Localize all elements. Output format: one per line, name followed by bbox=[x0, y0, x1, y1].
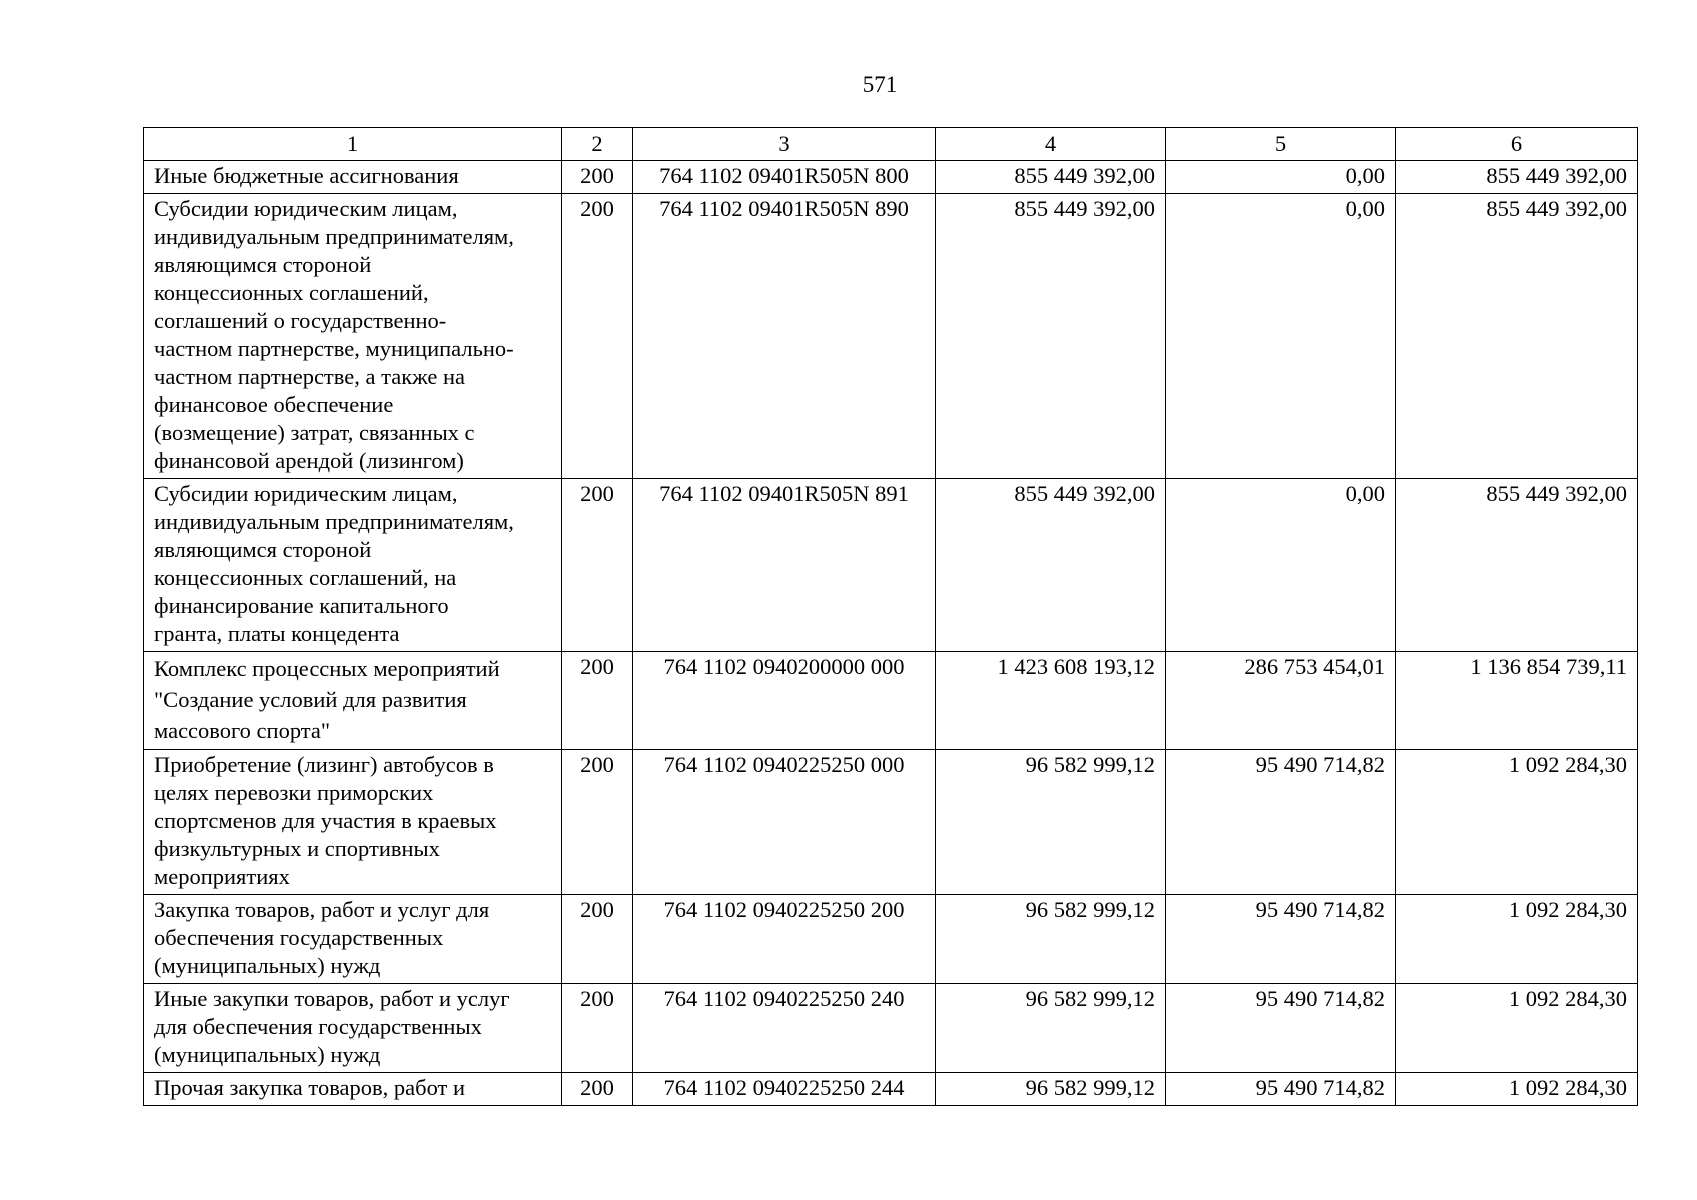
column-header-6: 6 bbox=[1396, 128, 1638, 161]
row-name-cell bbox=[144, 161, 562, 194]
budget-table bbox=[143, 127, 1638, 1106]
column-header-5: 5 bbox=[1166, 128, 1396, 161]
row-name-cell bbox=[144, 984, 562, 1073]
row-col4-cell: 96 582 999,12 bbox=[936, 895, 1166, 984]
row-col6-cell: 1 092 284,30 bbox=[1396, 984, 1638, 1073]
page-number: 571 bbox=[862, 72, 898, 97]
table-body bbox=[144, 161, 1638, 1106]
table-row bbox=[144, 895, 1638, 984]
row-name: Иные закупки товаров, работ и услуг для обеспечения государственных (муниципальных) нужд bbox=[154, 986, 510, 1067]
row-col5-cell: 0,00 bbox=[1166, 194, 1396, 479]
row-col5-cell: 95 490 714,82 bbox=[1166, 984, 1396, 1073]
row-name-cell bbox=[144, 479, 562, 652]
row-col4-cell: 96 582 999,12 bbox=[936, 1073, 1166, 1106]
row-code-cell: 764 1102 09401R505N 800 bbox=[633, 161, 936, 194]
row-col6-cell: 855 449 392,00 bbox=[1396, 479, 1638, 652]
row-col5-cell: 95 490 714,82 bbox=[1166, 1073, 1396, 1106]
row-name-cell bbox=[144, 194, 562, 479]
row-col4-cell: 855 449 392,00 bbox=[936, 194, 1166, 479]
row-name: Иные бюджетные ассигнования bbox=[154, 163, 459, 188]
table-row bbox=[144, 194, 1638, 479]
row-col2-cell: 200 bbox=[562, 1073, 633, 1106]
row-col6-cell: 1 092 284,30 bbox=[1396, 895, 1638, 984]
row-code-cell: 764 1102 0940225250 200 bbox=[633, 895, 936, 984]
row-col2-cell: 200 bbox=[562, 984, 633, 1073]
row-col5-cell: 95 490 714,82 bbox=[1166, 750, 1396, 895]
row-col2-cell: 200 bbox=[562, 652, 633, 750]
row-name: Комплекс процессных мероприятий "Создание условий для развития массового спорта" bbox=[154, 656, 500, 743]
table-row bbox=[144, 479, 1638, 652]
row-col6-cell: 855 449 392,00 bbox=[1396, 161, 1638, 194]
row-name-cell bbox=[144, 895, 562, 984]
row-name-cell bbox=[144, 750, 562, 895]
column-header-4: 4 bbox=[936, 128, 1166, 161]
table-row bbox=[144, 652, 1638, 750]
row-name: Приобретение (лизинг) автобусов в целях перевозки приморских спортсменов для участия в краевых физкультурных и спортивных мероприятиях bbox=[154, 752, 497, 889]
table-row bbox=[144, 984, 1638, 1073]
row-col2-cell: 200 bbox=[562, 161, 633, 194]
row-code-cell: 764 1102 0940225250 240 bbox=[633, 984, 936, 1073]
row-col5-cell: 0,00 bbox=[1166, 161, 1396, 194]
column-header-2: 2 bbox=[562, 128, 633, 161]
row-col6-cell: 1 092 284,30 bbox=[1396, 750, 1638, 895]
row-name: Субсидии юридическим лицам, индивидуальным предпринимателям, являющимся стороной концессионных соглашений, на финансирование капитального гранта, платы концедента bbox=[154, 481, 514, 646]
row-col4-cell: 96 582 999,12 bbox=[936, 984, 1166, 1073]
row-name: Прочая закупка товаров, работ и bbox=[154, 1075, 466, 1100]
row-col2-cell: 200 bbox=[562, 479, 633, 652]
row-code-cell: 764 1102 09401R505N 891 bbox=[633, 479, 936, 652]
table-row bbox=[144, 1073, 1638, 1106]
row-code-cell: 764 1102 0940225250 000 bbox=[633, 750, 936, 895]
row-code-cell: 764 1102 0940225250 244 bbox=[633, 1073, 936, 1106]
row-name: Закупка товаров, работ и услуг для обеспечения государственных (муниципальных) нужд bbox=[154, 897, 490, 978]
row-col6-cell: 1 092 284,30 bbox=[1396, 1073, 1638, 1106]
row-name-cell bbox=[144, 1073, 562, 1106]
row-col5-cell: 286 753 454,01 bbox=[1166, 652, 1396, 750]
row-col6-cell: 855 449 392,00 bbox=[1396, 194, 1638, 479]
row-col2-cell: 200 bbox=[562, 750, 633, 895]
row-name-cell bbox=[144, 652, 562, 750]
table-header-row bbox=[144, 128, 1638, 161]
row-col4-cell: 1 423 608 193,12 bbox=[936, 652, 1166, 750]
row-col6-cell: 1 136 854 739,11 bbox=[1396, 652, 1638, 750]
row-col5-cell: 95 490 714,82 bbox=[1166, 895, 1396, 984]
row-code-cell: 764 1102 09401R505N 890 bbox=[633, 194, 936, 479]
table-row bbox=[144, 750, 1638, 895]
table-row bbox=[144, 161, 1638, 194]
row-col2-cell: 200 bbox=[562, 895, 633, 984]
column-header-1: 1 bbox=[144, 128, 562, 161]
row-col4-cell: 855 449 392,00 bbox=[936, 161, 1166, 194]
row-col4-cell: 855 449 392,00 bbox=[936, 479, 1166, 652]
row-code-cell: 764 1102 0940200000 000 bbox=[633, 652, 936, 750]
row-name: Субсидии юридическим лицам, индивидуальным предпринимателям, являющимся стороной концессионных соглашений, соглашений о государственно- частном партнерстве, муниципально- частном партнерстве, а также на финансовое обеспечение (возмещение) затрат, связанных с финансовой арендой (лизингом) bbox=[154, 196, 514, 473]
row-col5-cell: 0,00 bbox=[1166, 479, 1396, 652]
row-col2-cell: 200 bbox=[562, 194, 633, 479]
column-header-3: 3 bbox=[633, 128, 936, 161]
row-col4-cell: 96 582 999,12 bbox=[936, 750, 1166, 895]
